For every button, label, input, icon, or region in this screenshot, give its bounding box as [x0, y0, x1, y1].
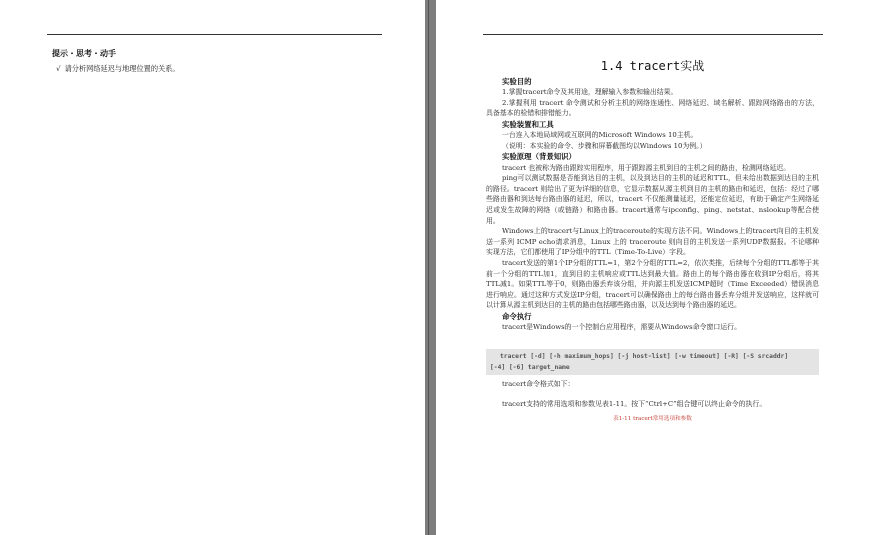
paragraph: （说明：本实验的命令、步骤和屏幕截图均以Windows 10为例。） [502, 141, 707, 150]
section-heading-purpose: 实验目的 [502, 77, 532, 86]
section-heading-exec: 命令执行 [502, 311, 532, 321]
paragraph: 1.掌握tracert命令及其用途，理解输入参数和输出结果。 [502, 88, 678, 97]
paragraph: ping可以测试数据是否能到达目的主机，以及到达目的主机的延迟和TTL，但未给出数据到达目的主机的路径。tracert 则给出了更为详细的信息，它显示数据从源主机到目的主机的路由和延迟，包括：经过了哪些路由器和到达每台路由器的延迟，所以，tracert 不仅能测量延迟，还能定位延迟，有助于确定产生网络延迟或发生故障的网络（或链路）和路由器。tracert通常与ipconfig、ping、netstat、nslookup等配合使用。 [486, 174, 819, 225]
tips-heading: 提示・思考・动手 [52, 49, 116, 58]
paragraph: tracert命令格式如下： [502, 379, 575, 388]
tips-item-text: 请分析网络延迟与地理位置的关系。 [64, 64, 180, 73]
code-line: tracert [-d] [-h maximum_hops] [-j host-list] [-w timeout] [-R] [-S srcaddr] [500, 352, 789, 360]
header-rule [47, 34, 382, 35]
code-line: [-4] [-6] target_name [490, 363, 570, 371]
right-page [436, 0, 869, 535]
paragraph: tracert支持的常用选项和参数见表1-11。按下“Ctrl+C”组合键可以终止命令的执行。 [502, 400, 767, 409]
section-heading-equipment: 实验装置和工具 [502, 119, 554, 129]
checkmark-icon: √ [56, 64, 61, 73]
paragraph: tracert是Windows的一个控制台应用程序，需要从Windows命令窗口运行。 [502, 323, 741, 332]
paragraph: 2.掌握利用 tracert 命令测试和分析主机的网络连通性、网络延迟、域名解析、跟踪网络路由的方法，具备基本的检错和排错能力。 [486, 98, 819, 118]
paragraph: Windows上的tracert与Linux上的traceroute的实现方法不同。Windows上的tracert向目的主机发送一系列 ICMP echo请求消息，Linux 上的 traceroute 则向目的主机发送一系列UDP数据报。不论哪种实现方法，它们都使用了IP分组中的TTL（Time-To-Live）字段。 [486, 227, 819, 257]
command-syntax-box [486, 349, 819, 375]
chapter-title: 1.4 tracert实战 [600, 59, 705, 73]
header-rule [483, 34, 823, 35]
paragraph: 一台连入本地局域网或互联网的Microsoft Windows 10主机。 [502, 131, 698, 140]
body-text [486, 76, 819, 422]
paragraph: tracert发送的第1个IP分组的TTL=1，第2个分组的TTL=2，依次类推，后续每个分组的TTL都等于其前一个分组的TTL加1，直到目的主机响应或TTL达到最大值。路由上的每个路由器在收到IP分组后，将其TTL减1。如果TTL等于0，则路由器丢弃该分组，并向源主机发送ICMP超时（Time Exceeded）错误消息进行响应。通过这种方式发送IP分组，tracert可以确保路由上的每台路由器丢弃分组并发送响应，这样就可以计算从源主机到达目的主机的路由包括哪些路由器，以及达到每个路由器的延迟。 [486, 258, 819, 310]
tips-item [56, 64, 180, 74]
paragraph: tracert 也被称为路由跟踪实用程序，用于跟踪源主机到目的主机之间的路由，检测网络延迟。 [502, 163, 791, 172]
page-divider [428, 0, 429, 535]
table-caption: 表1-11 tracert常用选项和参数 [613, 415, 692, 422]
section-heading-principle: 实验原理（背景知识） [502, 152, 576, 162]
left-page [0, 0, 425, 535]
